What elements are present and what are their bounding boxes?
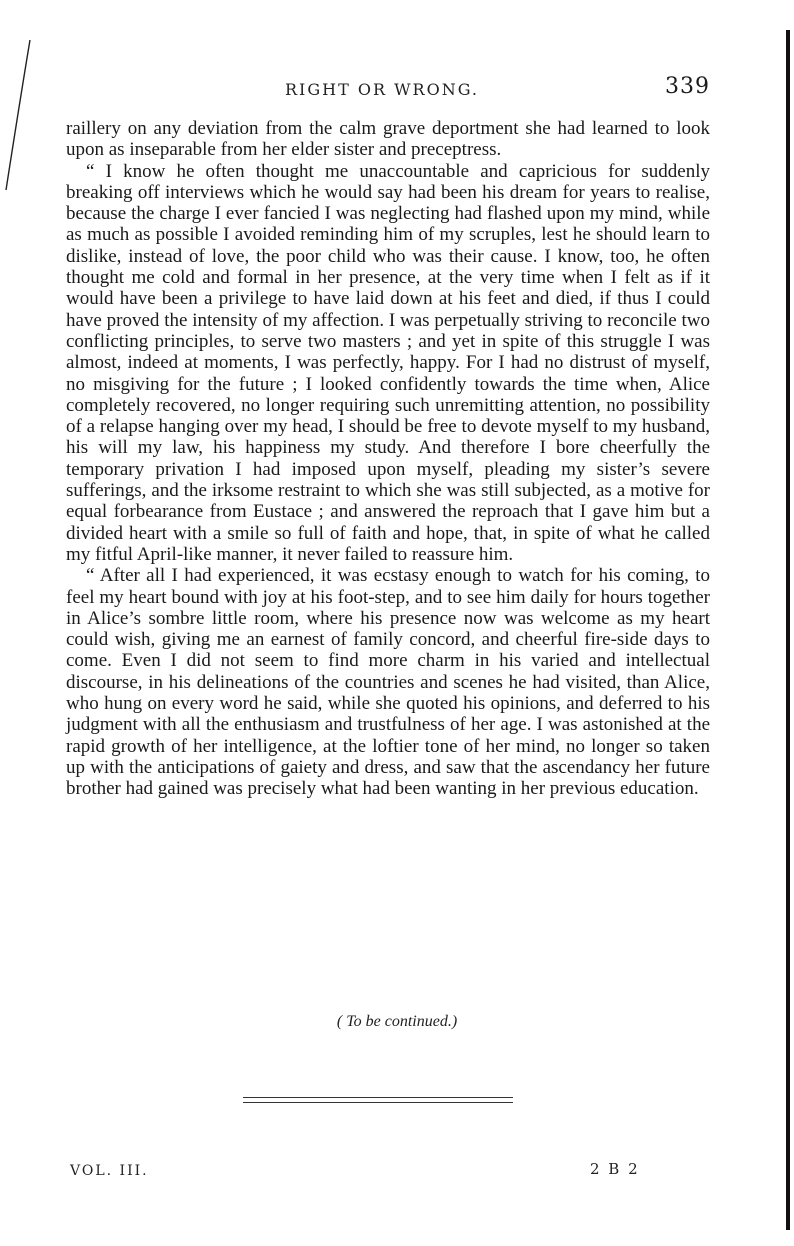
page-edge-line: [786, 30, 790, 1230]
paragraph-1: raillery on any deviation from the calm grave deportment she had learned to look upon as inseparable from her elder sister and preceptress.: [66, 118, 710, 161]
signature-mark: 2 B 2: [590, 1160, 640, 1178]
running-title: RIGHT OR WRONG.: [285, 80, 480, 99]
closing-rule-top: [243, 1097, 513, 1098]
margin-pencil-mark: [0, 40, 40, 240]
body-text: [66, 118, 710, 800]
paragraph-3: “ After all I had experienced, it was ecstasy enough to watch for his coming, to feel my heart bound with joy at his foot-step, and to see him daily for hours together in Alice’s sombre little room, where his presence now was welcome as my heart could wish, giving me an earnest of family concord, and cheerful fire-side days to come. Even I did not seem to find more charm in his varied and intellectual discourse, in his delineations of the countries and scenes he had visited, than Alice, who hung on every word he said, while she quoted his opinions, and deferred to his judgment with all the enthusiasm and trustfulness of her age. I was astonished at the rapid growth of her intelligence, at the loftier tone of her mind, no longer so taken up with the anticipations of gaiety and dress, and saw that the ascendancy her future brother had gained was precisely what had been wanting in her previous education.: [66, 565, 710, 800]
page-header: [70, 74, 710, 104]
volume-label: VOL. III.: [70, 1163, 149, 1179]
paragraph-2: “ I know he often thought me unaccountable and capricious for suddenly breaking off interviews which he would say had been his dream for years to realise, because the charge I ever fancied I was neglecting had flashed upon my mind, while as much as possible I avoided reminding him of my scruples, lest he should learn to dislike, instead of love, the poor child who was their cause. I know, too, he often thought me cold and formal in her presence, at the very time when I felt as if it would have been a privilege to have laid down at his feet and died, if thus I could have proved the intensity of my affection. I was perpetually striving to reconcile two conflicting principles, to serve two masters ; and yet in spite of this struggle I was almost, indeed at moments, I was perfectly, happy. For I had no distrust of myself, no misgiving for the future ; I looked confidently towards the time when, Alice completely recovered, no longer requiring such unremitting attention, no possibility of a relapse hanging over my head, I should be free to devote myself to my husband, his will my law, his happiness my study. And therefore I bore cheerfully the temporary privation I had imposed upon myself, pleading my sister’s severe sufferings, and the irksome restraint to which she was still subjected, as a motive for equal forbearance from Eustace ; and answered the reproach that I gave him but a divided heart with a smile so full of faith and hope, that, in spite of what he called my fitful April-like manner, it never failed to reassure him.: [66, 160, 710, 565]
page-number: 339: [665, 74, 710, 99]
closing-rule-bottom: [243, 1102, 513, 1103]
to-be-continued-note: ( To be continued.): [336, 1013, 458, 1030]
